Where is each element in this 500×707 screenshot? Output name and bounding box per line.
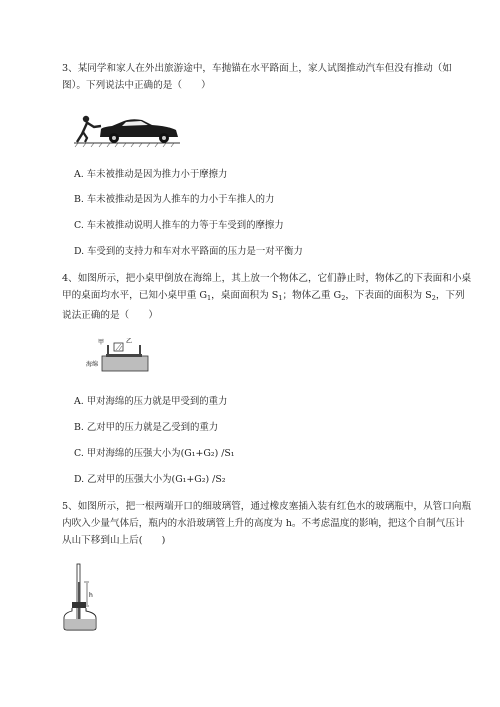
- q4-option-a: A. 甲对海绵的压力就是甲受到的重力: [74, 396, 228, 407]
- q3-option-b: B. 车未被推动是因为人推车的力小于车推人的力: [74, 194, 275, 205]
- q4-option-d-formula: (G₁+G₂) /S₂: [171, 474, 226, 485]
- q3-option-a: A. 车未被推动是因为推力小于摩擦力: [74, 169, 228, 180]
- q4-option-c: C. 甲对海绵的压强大小为(G₁+G₂) /S₁: [74, 448, 235, 459]
- q4-option-c-formula: (G₁+G₂) /S₁: [180, 448, 235, 459]
- question-3-stem: 3、某同学和家人在外出旅游途中，车抛锚在水平路面上，家人试图推动汽车但没有推动（如图）。下列说法中正确的是（ ）: [62, 63, 452, 91]
- q3-option-c: C. 车未被推动说明人推车的力等于车受到的摩擦力: [74, 220, 284, 231]
- q4-option-d: D. 乙对甲的压强大小为(G₁+G₂) /S₂: [74, 474, 226, 485]
- sponge-label: 海绵: [86, 361, 99, 368]
- height-label: h: [89, 592, 93, 599]
- table-sponge-figure: [86, 338, 150, 374]
- q4-option-b: B. 乙对甲的压力就是乙受到的重力: [74, 422, 219, 433]
- jia-label: 甲: [98, 339, 105, 346]
- car-push-figure: [72, 110, 184, 150]
- q3-option-d: D. 车受到的支持力和车对水平路面的压力是一对平衡力: [74, 246, 303, 257]
- question-4-stem: 4、如图所示，把小桌甲倒放在海绵上，其上放一个物体乙，它们静止时，物体乙的下表面和小桌甲的桌面均水平，已知小桌甲重 $G_1$，桌面面积为 $S_1$；物体乙重 $G_2$，下表面的面积为 $S_2$，下列说法正确的是（ ）: [62, 273, 472, 321]
- yi-label: 乙: [126, 338, 133, 345]
- barometer-bottle-figure: [60, 562, 104, 632]
- question-5-stem: 5、如图所示，把一根两端开口的细玻璃管，通过橡皮塞插入装有红色水的玻璃瓶中，从管口向瓶内吹入少量气体后，瓶内的水沿玻璃管上升的高度为 h。不考虑温度的影响，把这个自制气压计从山下移到山上后( ): [62, 501, 472, 546]
